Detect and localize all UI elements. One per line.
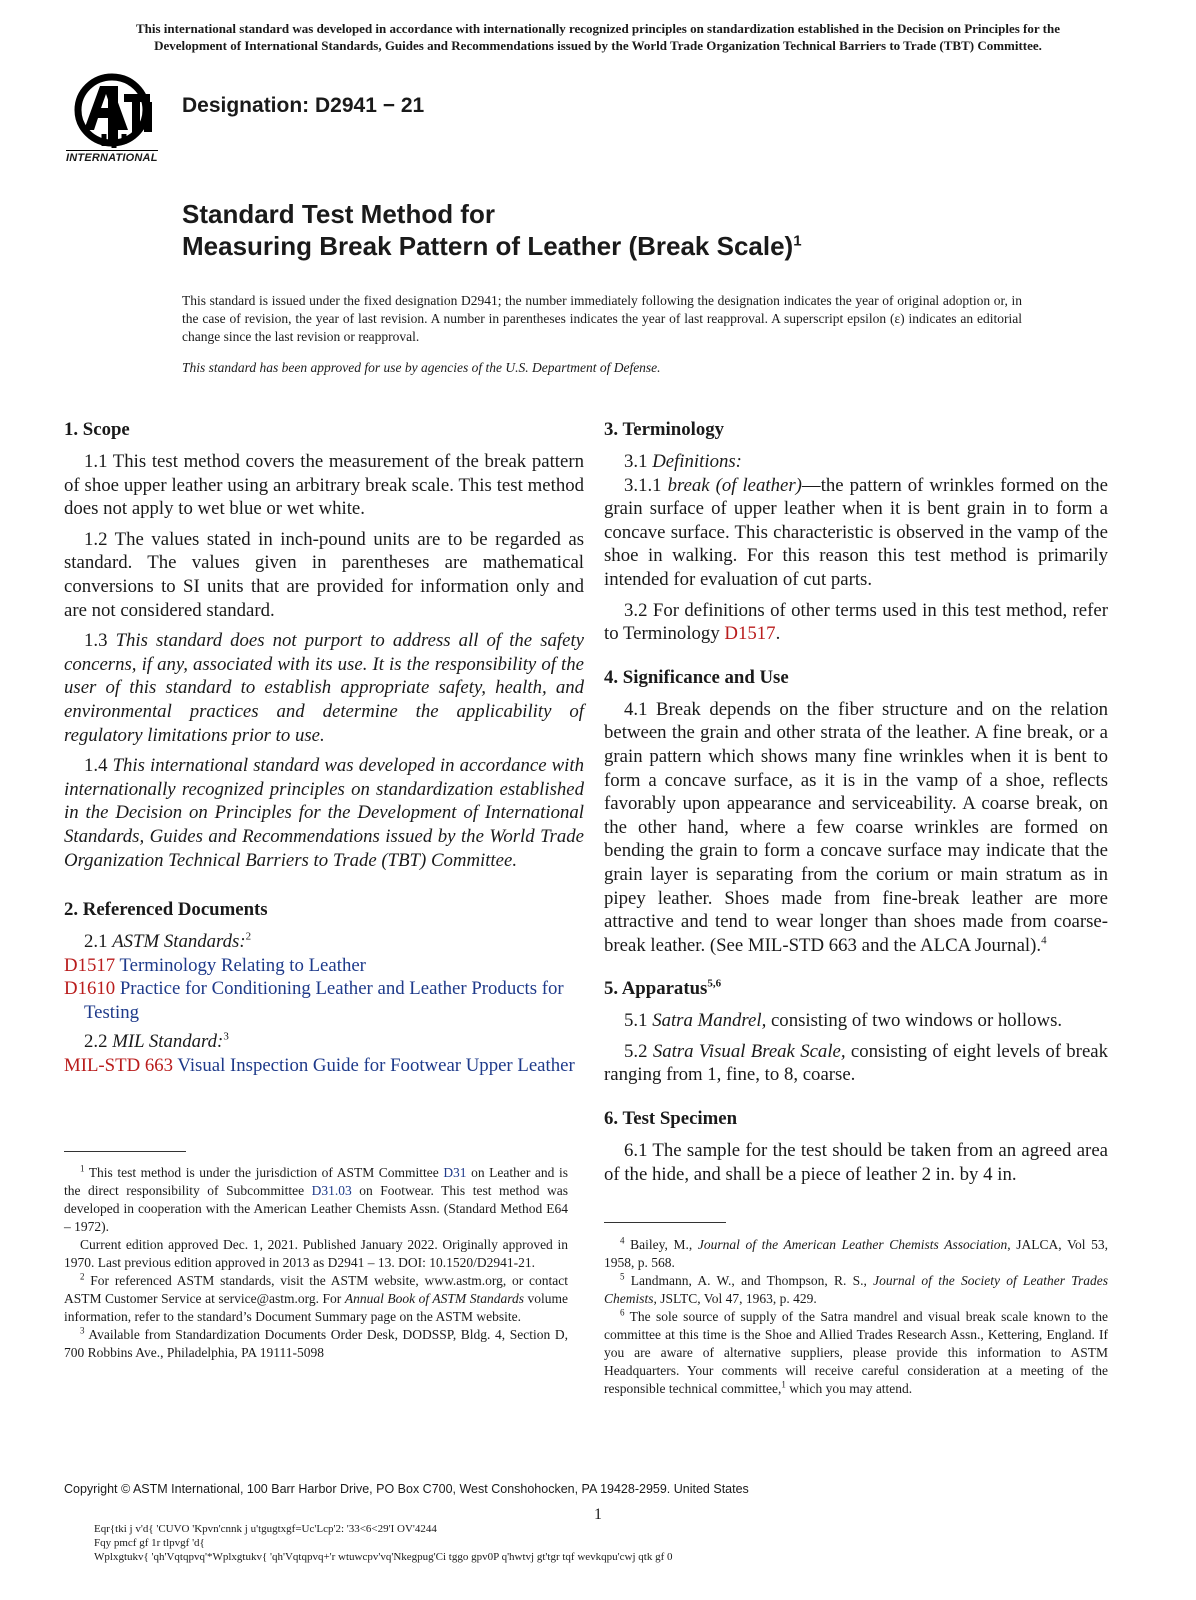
- paragraph-text: consisting of eight levels of break ranging from 1, fine, to 8, coarse.: [604, 1040, 1109, 1086]
- section-test-specimen: [604, 1107, 1108, 1186]
- notice-line-2: Development of International Standards, Guides and Recommendations issued by the World Trade Organization Technical Barriers to Trade (TBT) Committee.: [154, 38, 1042, 53]
- license-stamp-line-1: Eqr{tki j v'd{ 'CUVO 'Kpvn'cnnk j u'tgugtxgf=Uc'Lcp'2: '33<6<29'I OV'4244: [94, 1523, 437, 1535]
- title-line-1: Standard Test Method for: [182, 199, 495, 229]
- paragraph-text: —the pattern of wrinkles formed on the grain surface of upper leather when it is bent grain in to form a concave surface. This characteristic is observed in the vamp of the shoe in walking. For this reason this test method is primarily intended for evaluation of cut parts.: [604, 474, 1108, 590]
- reference-title-link[interactable]: Visual Inspection Guide for Footwear Upper Leather: [177, 1055, 575, 1077]
- section-heading: 2. Referenced Documents: [64, 899, 268, 921]
- paragraph-number: 2.1: [84, 931, 108, 953]
- section-heading: 3. Terminology: [604, 419, 725, 440]
- section-heading: [604, 977, 1108, 1001]
- paragraph-text: 4.1 Break depends on the fiber structure and on the relation between the grain and other strata of the leather. A fine break, or a grain pattern which shows many fine wrinkles when it is bent to form a concave surface, as it is in the vamp of a shoe, reflects favorably upon appearance and serviceability. A coarse break, on the other hand, where a few coarse wrinkles are formed on bending the grain to form a concave surface may indicate that the grain layer is separating from the corium or main stratum as in pipey leather. Shoes made from fine-break leather are more attractive and tend to wear longer than shoes made from coarse-break leather. (See MIL-STD 663 and the ALCA Journal).: [604, 698, 1108, 956]
- footnote-3: [64, 1326, 568, 1362]
- paragraph-6-1: 6.1 The sample for the test should be taken from an agreed area of the hide, and shall be a piece of leather 2 in. by 4 in.: [604, 1140, 1108, 1185]
- footnote-marker: 5: [620, 1271, 625, 1282]
- paragraph-1-3: [64, 629, 584, 747]
- paragraph-1-4: [64, 754, 584, 872]
- footnote-italic-text: Journal of the Society of Leather Trades Chemists: [604, 1273, 1109, 1306]
- paragraph-text: 3.2 For definitions of other terms used in this test method, refer to Terminology: [604, 599, 1108, 645]
- footnote-marker: 2: [80, 1271, 85, 1282]
- paragraph-number: 1.4: [84, 755, 108, 777]
- footnote-2: [64, 1272, 568, 1326]
- section-terminology: [604, 418, 1108, 646]
- footnote-text: Landmann, A. W., and Thompson, R. S.,: [630, 1273, 874, 1288]
- defined-term: break (of leather): [667, 474, 802, 496]
- paragraph-3-1-1: [604, 474, 1108, 592]
- footnote-text: Available from Standardization Documents Order Desk, DODSSP, Bldg. 4, Section D, 700 Robbins Ave., Philadelphia, PA 19111-5098: [64, 1327, 568, 1360]
- title-line-2-text: Measuring Break Pattern of Leather (Break Scale): [182, 231, 794, 261]
- paragraph-3-2: [604, 599, 1108, 646]
- footnote-text: volume information, refer to the standard’s Document Summary page on the ASTM website.: [64, 1291, 569, 1324]
- section-heading: 6. Test Specimen: [604, 1108, 738, 1130]
- notice-line-1: This international standard was developed in accordance with internationally recognized principles on standardization established in the Decision on Principles for the: [135, 21, 1060, 36]
- right-column: [604, 418, 1108, 1206]
- footnote-1-edition: Current edition approved Dec. 1, 2021. Published January 2022. Originally approved in 1970. Last previous edition approved in 2013 as D2941 – 13. DOI: 10.1520/D2941-21.: [64, 1237, 568, 1270]
- astm-logo: [64, 72, 176, 172]
- right-footnotes: [604, 1236, 1108, 1398]
- section-referenced-documents: [64, 898, 584, 1078]
- defined-term: Satra Visual Break Scale,: [652, 1040, 846, 1062]
- defined-term: Satra Mandrel,: [652, 1010, 767, 1032]
- page-number: 1: [594, 1506, 602, 1523]
- dod-approval-note: This standard has been approved for use by agencies of the U.S. Department of Defense.: [182, 360, 661, 375]
- section-significance: [604, 666, 1108, 958]
- footnote-4: [604, 1236, 1108, 1272]
- footnote-5: [604, 1272, 1108, 1308]
- footnote-6: [604, 1308, 1108, 1398]
- paragraph-3-1: [604, 450, 1108, 474]
- section-apparatus: [604, 977, 1108, 1087]
- paragraph-1-2: 1.2 The values stated in inch-pound units are to be regarded as standard. The values given in parentheses are mathematical conversions to SI units that are provided for information only and are not considered standard.: [64, 528, 584, 621]
- title-line-2: [182, 230, 802, 262]
- paragraph-1-1: 1.1 This test method covers the measurement of the break pattern of shoe upper leather using an arbitrary break scale. This test method does not apply to wet blue or wet white.: [64, 451, 584, 520]
- footnote-text: on Leather and is the direct responsibility of Subcommittee: [64, 1165, 568, 1198]
- paragraph-number: 5.2: [624, 1040, 648, 1062]
- paragraph-text: .: [775, 623, 781, 645]
- copyright-notice: Copyright © ASTM International, 100 Barr Harbor Drive, PO Box C700, West Conshohocken, PA 19428-2959. United States: [64, 1482, 749, 1496]
- issuance-note: This standard is issued under the fixed designation D2941; the number immediately following the designation indicates the year of original adoption or, in the case of revision, the year of last revision. A number in parentheses indicates the year of last reapproval. A superscript epsilon (ε) indicates an editorial change since the last revision or reapproval.: [182, 293, 1022, 344]
- footnote-italic-text: Annual Book of ASTM Standards: [344, 1291, 524, 1306]
- logo-international-label: INTERNATIONAL: [66, 152, 158, 164]
- footnote-text: which you may attend.: [785, 1381, 913, 1396]
- footnote-ref: 1: [781, 1379, 786, 1390]
- reference-code-link[interactable]: MIL-STD 663: [64, 1055, 174, 1077]
- footnote-ref: 3: [223, 1031, 229, 1044]
- committee-d31-link[interactable]: D31: [443, 1165, 467, 1180]
- section-heading: 1. Scope: [64, 419, 130, 440]
- footnote-marker: 4: [620, 1235, 625, 1246]
- footnote-text: , JALCA, Vol 53, 1958, p. 568.: [604, 1237, 1108, 1270]
- section-scope: [64, 418, 584, 872]
- reference-title-link[interactable]: Terminology Relating to Leather: [119, 954, 366, 976]
- footnote-text: The sole source of supply of the Satra mandrel and visual break scale known to the committee at this time is the Shoe and Allied Trades Research Assn., Kettering, England. If you are aware of alternative suppliers, please provide this information to ASTM Headquarters. Your comments will receive careful consideration at a meeting of the responsible technical committee,: [604, 1309, 1108, 1396]
- label-text: ASTM Standards:: [112, 931, 246, 953]
- heading-text: 5. Apparatus: [604, 978, 708, 1000]
- footnote-divider: [64, 1151, 186, 1152]
- paragraph-number: 3.1: [624, 451, 648, 472]
- license-stamp-line-2: Fqy pmcf gf 1r tlpvgf 'd{: [94, 1537, 205, 1549]
- reference-d1610[interactable]: [64, 977, 584, 1024]
- paragraph-text: This international standard was developed in accordance with internationally recognized principles on standardization established in the Decision on Principles for the Development of International Standards, Guides and Recommendations issued by the World Trade Organization Technical Barriers to Trade (TBT) Committee.: [64, 755, 584, 871]
- footnote-marker: 1: [80, 1163, 85, 1174]
- footnote-italic-text: Journal of the American Leather Chemists Association: [697, 1237, 1008, 1252]
- paragraph-number: 5.1: [624, 1010, 648, 1032]
- paragraph-5-1: [604, 1009, 1108, 1033]
- footnote-ref: 4: [1041, 934, 1047, 947]
- subcommittee-d31-03-link[interactable]: D31.03: [311, 1183, 352, 1198]
- paragraph-4-1: [604, 698, 1108, 958]
- paragraph-number: 2.2: [84, 1031, 108, 1053]
- footnote-text: This test method is under the jurisdiction of ASTM Committee: [88, 1165, 444, 1180]
- left-footnotes: [64, 1164, 568, 1362]
- license-stamp-line-3: Wplxgtukv{ 'qh'Vqtqpvq'*Wplxgtukv{ 'qh'Vqtqpvq+'r wtuwcpv'vq'Nkegpug'Ci tggo gpv0P q'hwtvj gt'tgr tqf wevkqpu'cwj qtk gf 0: [94, 1551, 673, 1563]
- footnote-divider: [604, 1222, 726, 1223]
- footnote-ref: 5,6: [707, 978, 722, 991]
- footnote-text: For referenced ASTM standards, visit the ASTM website, www.astm.org, or contact ASTM Customer Service at service@astm.org. For: [64, 1273, 568, 1306]
- paragraph-number: 1.3: [84, 630, 108, 652]
- label-text: MIL Standard:: [112, 1031, 224, 1053]
- paragraph-number: 3.1.1: [624, 474, 662, 496]
- paragraph-text: This standard does not purport to address all of the safety concerns, if any, associated with its use. It is the responsibility of the user of this standard to establish appropriate safety, health, and environmental practices and determine the applicability of regulatory limitations prior to use.: [64, 630, 585, 746]
- footnote-text: on Footwear. This test method was developed in cooperation with the American Leather Chemists Assn. (Standard Method E64 – 1972).: [64, 1183, 568, 1234]
- section-heading: 4. Significance and Use: [604, 666, 789, 688]
- reference-code-link[interactable]: D1610: [64, 978, 116, 1000]
- footnote-marker: 6: [620, 1307, 625, 1318]
- astm-standards-label: [64, 930, 584, 954]
- license-stamp: [94, 1522, 673, 1564]
- reference-mil-std-663[interactable]: [64, 1054, 584, 1078]
- terminology-d1517-link[interactable]: D1517: [724, 623, 776, 645]
- footnote-1: [64, 1164, 568, 1236]
- mil-standard-label: [64, 1030, 584, 1054]
- paragraph-text: consisting of two windows or hollows.: [766, 1010, 1063, 1032]
- footnote-ref: 2: [245, 930, 252, 943]
- title-footnote-ref: 1: [793, 232, 802, 250]
- footnote-text: Bailey, M.,: [630, 1237, 698, 1252]
- paragraph-5-2: [604, 1040, 1108, 1087]
- left-column: [64, 418, 584, 1098]
- footnote-marker: 3: [80, 1325, 85, 1336]
- footnote-text: , JSLTC, Vol 47, 1963, p. 429.: [653, 1291, 817, 1306]
- wto-notice: [56, 20, 1140, 54]
- reference-d1517[interactable]: [64, 954, 584, 978]
- reference-title-link[interactable]: Practice for Conditioning Leather and Leather Products for Testing: [84, 978, 564, 1023]
- page-title: [182, 198, 802, 262]
- designation: Designation: D2941 − 21: [182, 94, 425, 117]
- reference-code-link[interactable]: D1517: [64, 954, 116, 976]
- label-text: Definitions:: [652, 451, 742, 472]
